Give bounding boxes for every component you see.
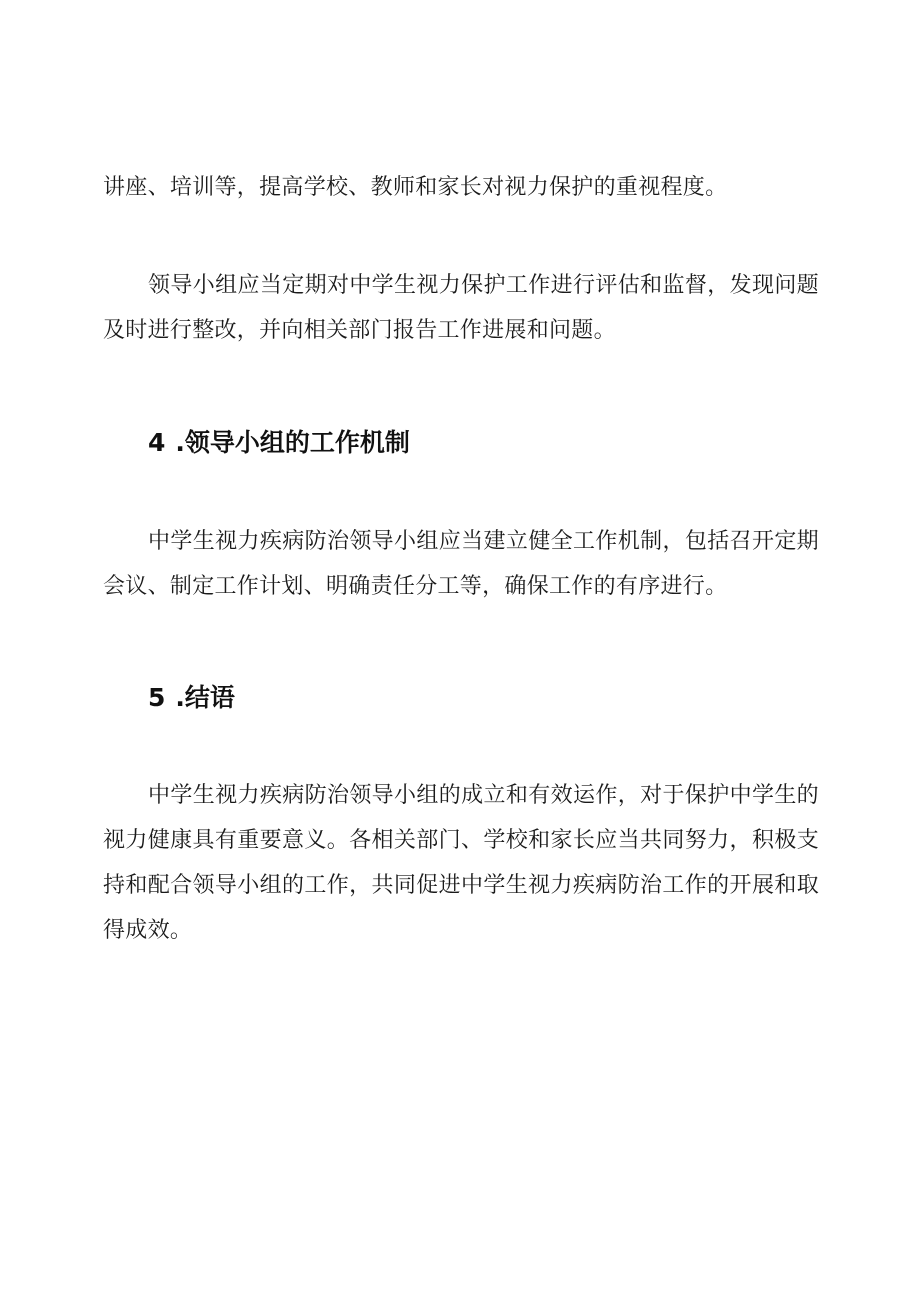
section-4-title: .领导小组的工作机制: [175, 428, 410, 457]
section-5-heading: [148, 678, 235, 718]
section-4-heading: [148, 423, 410, 463]
section-5-body: 中学生视力疾病防治领导小组的成立和有效运作，对于保护中学生的视力健康具有重要意义。各相关部门、学校和家长应当共同努力，积极支持和配合领导小组的工作，共同促进中学生视力疾病防治工作的开展和取得成效。: [103, 783, 819, 943]
section-4-body: 中学生视力疾病防治领导小组应当建立健全工作机制，包括召开定期会议、制定工作计划、明确责任分工等，确保工作的有序进行。: [103, 529, 819, 599]
paragraph-evaluation: 领导小组应当定期对中学生视力保护工作进行评估和监督，发现问题及时进行整改，并向相关部门报告工作进展和问题。: [103, 273, 819, 343]
section-5-title: .结语: [175, 683, 235, 712]
paragraph-continued: 讲座、培训等，提高学校、教师和家长对视力保护的重视程度。: [103, 175, 728, 200]
section-4-number: 4: [148, 428, 166, 457]
section-5-number: 5: [148, 683, 166, 712]
